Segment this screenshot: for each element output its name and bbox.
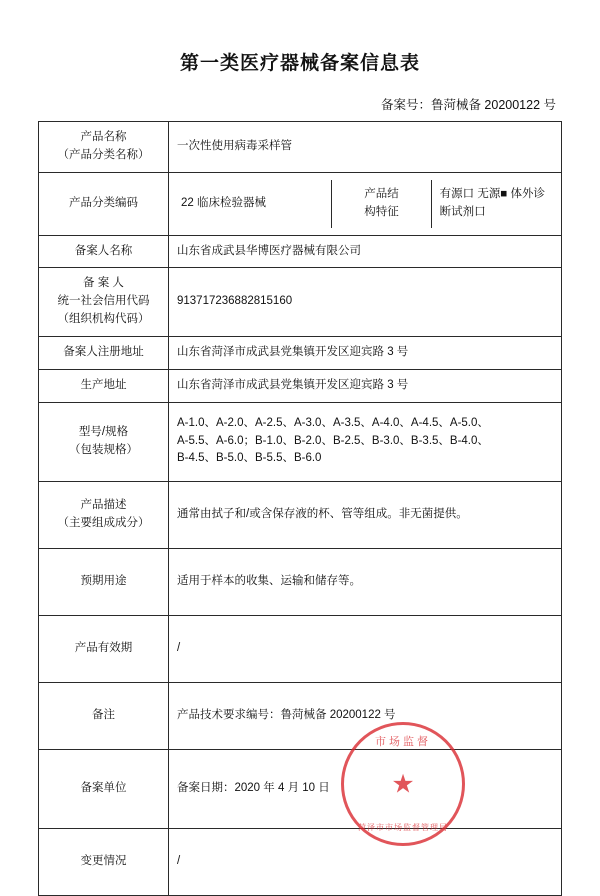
row-value-production-address: 山东省菏泽市成武县党集镇开发区迎宾路 3 号 [169,369,562,402]
row-value-model-spec [169,402,562,481]
product-name-label-line1: 产品名称 [80,131,127,143]
table-row [39,828,562,895]
table-row [39,682,562,749]
model-spec-line-1: A-1.0、A-2.0、A-2.5、A-3.0、A-3.5、A-4.0、A-4.5、A-5.0、 [177,416,489,429]
record-number: 备案号：鲁菏械备 20200122 号 [380,98,556,112]
structure-label-line2: 构特征 [364,205,399,218]
model-spec-label-line2: （包装规格） [69,443,138,456]
seal-top-text: 市场监督 [375,735,431,748]
row-value-category-code [169,172,562,235]
row-label-remarks: 备注 [39,682,169,749]
page-title: 第一类医疗器械备案信息表 [179,53,420,74]
seal-star-icon: ★ [391,767,415,798]
row-value-change-record: / [169,828,562,895]
row-label-valid-period: 产品有效期 [39,615,169,682]
table-row [39,369,562,402]
row-label-filing-authority: 备案单位 [39,749,169,828]
row-label-product-description [39,481,169,548]
row-value-product-name: 一次性使用病毒采样管 [169,122,562,173]
row-label-intended-use: 预期用途 [39,548,169,615]
credit-code-label-line3: （组织机构代码） [57,313,150,326]
row-value-remarks: 产品技术要求编号：鲁菏械备 20200122 号 [169,682,562,749]
model-spec-lines [177,415,553,468]
table-row [39,235,562,268]
product-name-label-line2: （产品分类名称） [57,148,150,161]
document-page [0,48,600,867]
filing-date: 备案日期：2020 年 4 月 10 日 [177,781,330,794]
table-row [39,481,562,548]
row-value-intended-use: 适用于样本的收集、运输和储存等。 [169,548,562,615]
table-row [39,615,562,682]
row-label-registered-address: 备案人注册地址 [39,336,169,369]
seal-bottom-text: 菏泽市市场监督管理局 [358,823,448,833]
credit-code-label-line2: 统一社会信用代码 [57,295,150,308]
row-label-credit-code [39,268,169,336]
row-label-product-name [39,122,169,173]
product-description-label-line2: （主要组成成分） [57,516,150,529]
row-value-product-description: 通常由拭子和/或含保存液的杯、管等组成。非无菌提供。 [169,481,562,548]
table-row [39,336,562,369]
row-value-valid-period: / [169,615,562,682]
row-value-registered-address: 山东省菏泽市成武县党集镇开发区迎宾路 3 号 [169,336,562,369]
row-value-filer-name: 山东省成武县华博医疗器械有限公司 [169,235,562,268]
table-row [39,402,562,481]
table-row [39,172,562,235]
table-row [39,548,562,615]
model-spec-label-line1: 型号/规格 [78,425,129,438]
row-label-category-code: 产品分类编码 [39,172,169,235]
row-value-credit-code: 913717236882815160 [169,268,562,336]
table-row [39,268,562,336]
model-spec-line-2: A-5.5、A-6.0；B-1.0、B-2.0、B-2.5、B-3.0、B-3.5、B-4.0、 [177,434,489,447]
category-code-value: 22 临床检验器械 [181,196,266,209]
credit-code-label-line1: 备 案 人 [83,277,124,290]
category-code-split [177,180,553,228]
row-label-model-spec [39,402,169,481]
row-label-filer-name: 备案人名称 [39,235,169,268]
table-row [39,122,562,173]
structure-feature-options: 有源口 无源■ 体外诊断试剂口 [431,180,553,228]
row-label-change-record: 变更情况 [39,828,169,895]
filing-information-table [38,121,562,896]
structure-label-line1: 产品结 [364,187,399,200]
model-spec-line-3: B-4.5、B-5.0、B-5.5、B-6.0 [177,452,322,465]
row-label-production-address: 生产地址 [39,369,169,402]
product-description-label-line1: 产品描述 [80,498,127,511]
structure-feature-label [331,180,430,228]
row-value-filing-authority [169,735,562,833]
table-row [39,749,562,828]
